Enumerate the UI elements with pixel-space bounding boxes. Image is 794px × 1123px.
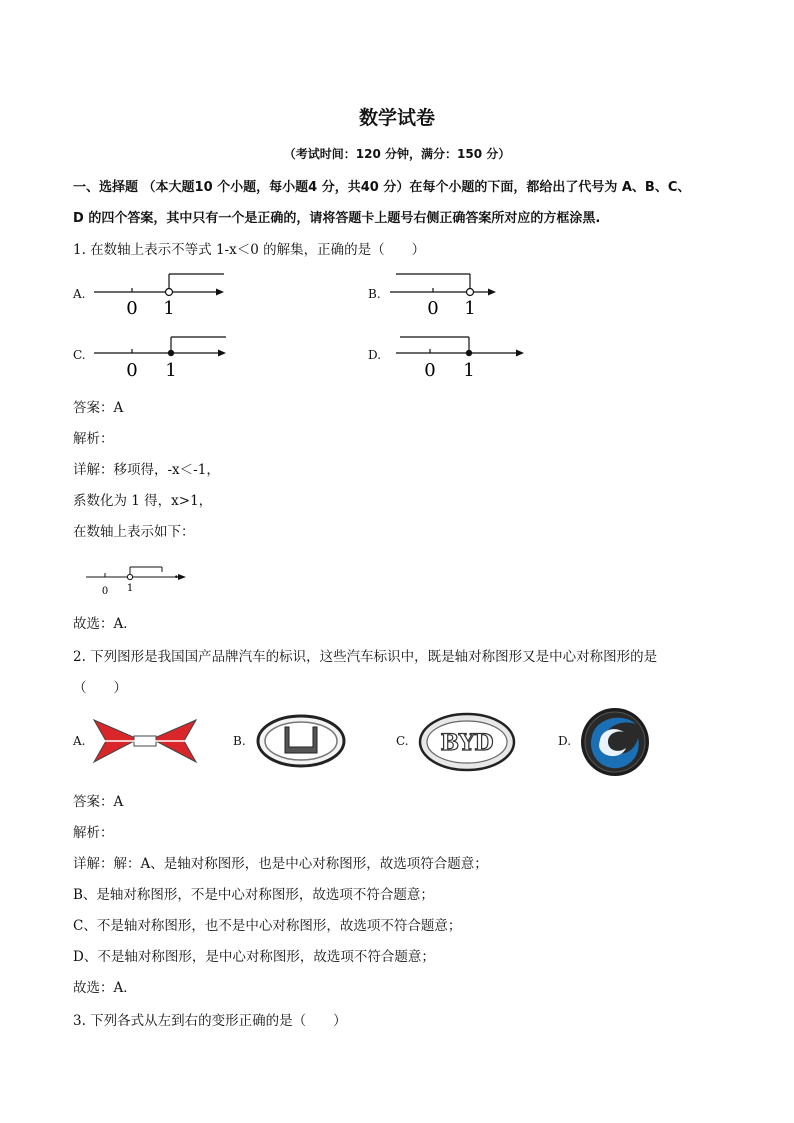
- exam-info: （考试时间：120 分钟，满分：150 分）: [283, 147, 511, 161]
- q2-answer: 答案：A: [73, 794, 124, 810]
- q3-stem: 3. 下列各式从左到右的变形正确的是（ ）: [73, 1013, 347, 1029]
- q1-option-a-number-line: [92, 270, 232, 320]
- oval-u-logo-icon: [255, 713, 347, 769]
- q1-solution-period: .: [174, 566, 179, 582]
- swirl-logo-icon: [578, 706, 652, 778]
- tick-label-1: 1: [165, 360, 177, 381]
- tick-label-0: 0: [101, 586, 109, 597]
- section-header-line1: 一、选择题 （本大题10 个小题，每小题4 分，共40 分）在每个小题的下面，都给出了代号为 A、B、C、: [73, 180, 691, 195]
- tick-label-0: 0: [126, 360, 138, 381]
- tick-label-0: 0: [126, 298, 138, 319]
- q2-detail-3: C、不是轴对称图形，也不是中心对称图形，故选项不符合题意；: [73, 918, 462, 934]
- q1-option-b-label: B.: [368, 287, 381, 301]
- q1-option-a-label: A.: [73, 287, 86, 301]
- tick-label-1: 1: [463, 360, 475, 381]
- q2-detail-1: 详解：解：A、是轴对称图形，也是中心对称图形，故选项符合题意；: [73, 856, 488, 872]
- section-header-line2: D 的四个答案，其中只有一个是正确的，请将答题卡上题号右侧正确答案所对应的方框涂黑.: [73, 211, 601, 226]
- q2-stem-parens: （ ）: [73, 680, 127, 696]
- page-title: 数学试卷: [358, 107, 435, 129]
- tick-label-0: 0: [427, 298, 439, 319]
- q2-detail-4: D、不是轴对称图形，是中心对称图形，故选项不符合题意；: [73, 949, 435, 965]
- byd-logo-icon: [417, 712, 517, 772]
- q1-stem: 1. 在数轴上表示不等式 1-x＜0 的解集，正确的是（ ）: [73, 242, 426, 258]
- q2-choose: 故选：A．: [73, 980, 137, 996]
- byd-logo-text: BYD: [440, 730, 494, 756]
- q1-answer: 答案：A: [73, 400, 124, 416]
- q1-analysis: 解析：: [73, 431, 114, 447]
- tick-label-1: 1: [464, 298, 476, 319]
- red-x-logo-icon: [92, 718, 198, 764]
- tick-label-0: 0: [424, 360, 436, 381]
- q1-detail-2: 系数化为 1 得，x>1，: [73, 493, 213, 509]
- q2-option-a-label: A.: [73, 734, 86, 748]
- q1-detail-1: 详解：移项得，-x＜-1，: [73, 462, 220, 478]
- q2-option-c-label: C.: [396, 734, 409, 748]
- q1-option-c-label: C.: [73, 348, 86, 362]
- q2-analysis: 解析：: [73, 825, 114, 841]
- q2-option-d-label: D.: [558, 734, 572, 748]
- tick-label-1: 1: [126, 583, 134, 594]
- q1-option-c-number-line: [92, 331, 232, 381]
- q1-option-d-number-line: [392, 331, 532, 381]
- tick-label-1: 1: [163, 298, 175, 319]
- q2-option-b-label: B.: [233, 734, 246, 748]
- q1-option-d-label: D.: [368, 348, 382, 362]
- q2-detail-2: B、是轴对称图形，不是中心对称图形，故选项不符合题意；: [73, 887, 434, 903]
- q2-stem: 2. 下列图形是我国国产品牌汽车的标识，这些汽车标识中，既是轴对称图形又是中心对称图形的是: [73, 649, 658, 665]
- q1-detail-3: 在数轴上表示如下：: [73, 524, 195, 540]
- q1-option-b-number-line: [386, 270, 506, 320]
- q1-choose: 故选：A．: [73, 616, 137, 632]
